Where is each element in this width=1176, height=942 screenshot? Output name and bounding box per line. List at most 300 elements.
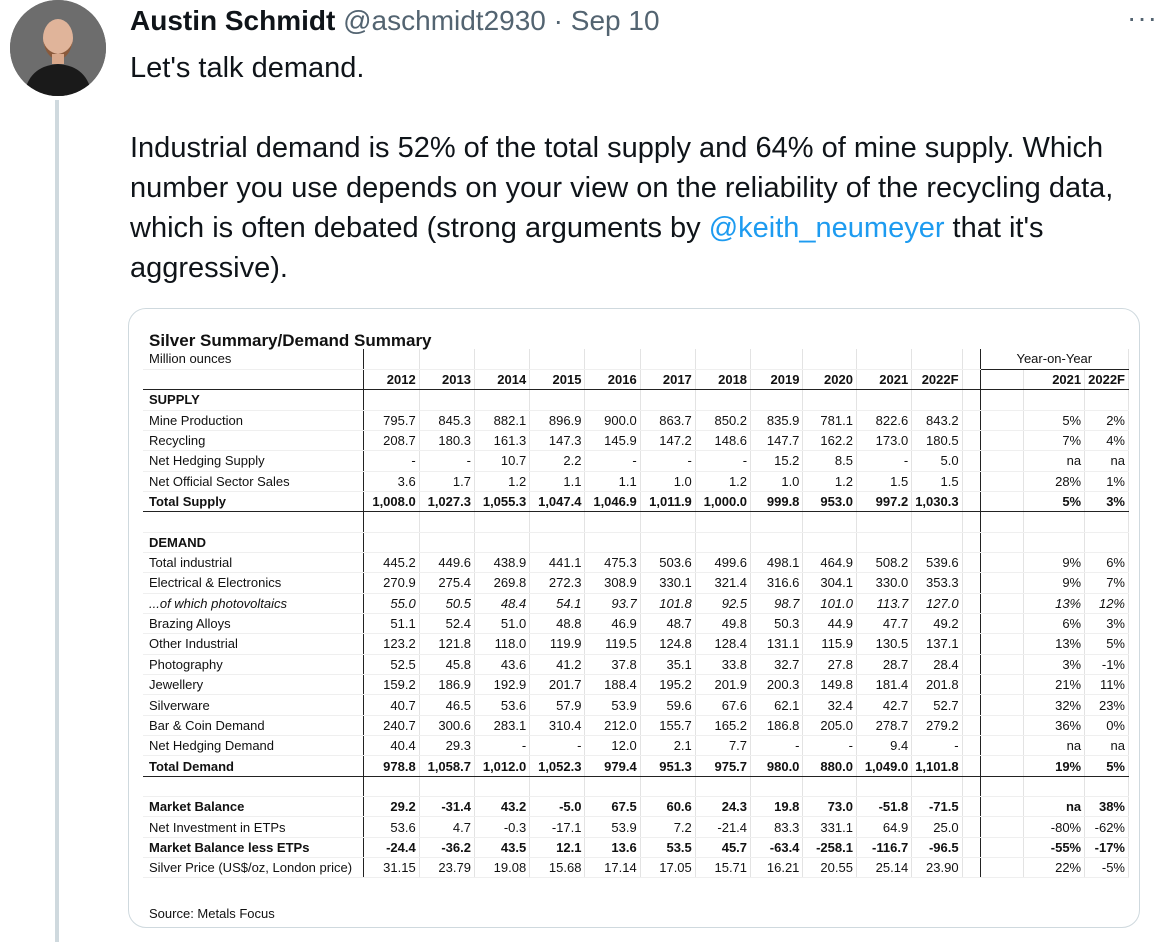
value-cell: 900.0 <box>585 410 640 430</box>
yoy-cell <box>1023 512 1084 532</box>
value-cell: 48.4 <box>474 593 529 613</box>
value-cell: 9.4 <box>856 736 911 756</box>
value-cell: 975.7 <box>695 756 750 776</box>
yoy-cell: 1% <box>1085 471 1129 491</box>
yoy-cell: -5% <box>1085 858 1129 878</box>
value-cell: -71.5 <box>912 797 962 817</box>
value-cell <box>474 512 529 532</box>
value-cell: 62.1 <box>751 695 803 715</box>
value-cell: 173.0 <box>856 430 911 450</box>
value-cell: 54.1 <box>530 593 585 613</box>
value-cell: 29.2 <box>364 797 419 817</box>
spacer-cell <box>980 797 1023 817</box>
value-cell: 113.7 <box>856 593 911 613</box>
separator-dot: · <box>553 5 563 36</box>
row-label: Electrical & Electronics <box>143 573 364 593</box>
spacer-cell <box>980 634 1023 654</box>
value-cell <box>912 512 962 532</box>
yoy-cell <box>1085 532 1129 552</box>
yoy-cell: na <box>1085 451 1129 471</box>
thread-line <box>55 100 59 942</box>
value-cell: -31.4 <box>419 797 474 817</box>
value-cell: 188.4 <box>585 675 640 695</box>
mention-link[interactable]: @keith_neumeyer <box>708 212 945 244</box>
table-row <box>143 410 1129 430</box>
value-cell <box>912 390 962 410</box>
value-cell: 27.8 <box>803 654 857 674</box>
value-cell: 48.8 <box>530 613 585 633</box>
value-cell: 145.9 <box>585 430 640 450</box>
value-cell: 180.3 <box>419 430 474 450</box>
value-cell: 449.6 <box>419 552 474 572</box>
spacer-cell <box>980 410 1023 430</box>
value-cell <box>856 532 911 552</box>
value-cell: 25.14 <box>856 858 911 878</box>
value-cell: 93.7 <box>585 593 640 613</box>
value-cell: 35.1 <box>640 654 695 674</box>
value-cell: 44.9 <box>803 613 857 633</box>
spacer-cell <box>980 390 1023 410</box>
value-cell: 155.7 <box>640 715 695 735</box>
value-cell: 159.2 <box>364 675 419 695</box>
yoy-cell: -1% <box>1085 654 1129 674</box>
value-cell <box>364 532 419 552</box>
value-cell: 1.1 <box>530 471 585 491</box>
value-cell: 49.8 <box>695 613 750 633</box>
tweet-header <box>130 4 660 38</box>
spacer-cell <box>962 552 980 572</box>
value-cell: 1.1 <box>585 471 640 491</box>
value-cell: - <box>912 736 962 756</box>
value-cell: 835.9 <box>751 410 803 430</box>
year-header: 2015 <box>530 369 585 389</box>
yoy-cell <box>1023 390 1084 410</box>
value-cell: 781.1 <box>803 410 857 430</box>
yoy-cell: 7% <box>1023 430 1084 450</box>
value-cell: 118.0 <box>474 634 529 654</box>
tweet-paragraph-2 <box>130 128 1150 288</box>
yoy-cell: 5% <box>1085 756 1129 776</box>
value-cell: 147.7 <box>751 430 803 450</box>
row-label: Other Industrial <box>143 634 364 654</box>
value-cell: 124.8 <box>640 634 695 654</box>
value-cell: 37.8 <box>585 654 640 674</box>
value-cell: -96.5 <box>912 837 962 857</box>
tweet-date[interactable]: Sep 10 <box>570 5 660 36</box>
value-cell: 1.2 <box>803 471 857 491</box>
blank-cell <box>419 349 474 369</box>
value-cell <box>803 776 857 796</box>
table-row-subtitle <box>143 349 1129 369</box>
value-cell: 101.0 <box>803 593 857 613</box>
yoy-cell: -62% <box>1085 817 1129 837</box>
row-label: Recycling <box>143 430 364 450</box>
spacer-cell <box>962 695 980 715</box>
value-cell: 212.0 <box>585 715 640 735</box>
value-cell: 137.1 <box>912 634 962 654</box>
blank-row <box>143 512 1129 532</box>
value-cell: 43.5 <box>474 837 529 857</box>
yoy-cell: 13% <box>1023 593 1084 613</box>
value-cell: 130.5 <box>856 634 911 654</box>
spacer-cell <box>980 451 1023 471</box>
value-cell: 17.14 <box>585 858 640 878</box>
value-cell: - <box>856 451 911 471</box>
value-cell: 192.9 <box>474 675 529 695</box>
value-cell: 98.7 <box>751 593 803 613</box>
value-cell: 310.4 <box>530 715 585 735</box>
author-avatar[interactable] <box>10 0 106 96</box>
value-cell: 200.3 <box>751 675 803 695</box>
value-cell: 1,058.7 <box>419 756 474 776</box>
value-cell: 119.9 <box>530 634 585 654</box>
value-cell: 850.2 <box>695 410 750 430</box>
value-cell: 795.7 <box>364 410 419 430</box>
value-cell: 195.2 <box>640 675 695 695</box>
value-cell: 19.08 <box>474 858 529 878</box>
value-cell: 508.2 <box>856 552 911 572</box>
blank-cell <box>695 349 750 369</box>
value-cell: -5.0 <box>530 797 585 817</box>
value-cell: 92.5 <box>695 593 750 613</box>
row-label: Brazing Alloys <box>143 613 364 633</box>
tweet-media-image[interactable] <box>128 308 1140 928</box>
source-note: Source: Metals Focus <box>149 906 275 921</box>
value-cell <box>751 512 803 532</box>
value-cell: 24.3 <box>695 797 750 817</box>
value-cell: 16.21 <box>751 858 803 878</box>
spacer-cell <box>980 573 1023 593</box>
value-cell: -21.4 <box>695 817 750 837</box>
spacer-cell <box>962 736 980 756</box>
value-cell: -116.7 <box>856 837 911 857</box>
value-cell: 149.8 <box>803 675 857 695</box>
value-cell: 1,011.9 <box>640 491 695 511</box>
blank-cell <box>585 349 640 369</box>
tweet-text-after-mention: that it's aggressive). <box>130 212 1044 284</box>
value-cell: 980.0 <box>751 756 803 776</box>
year-header: 2018 <box>695 369 750 389</box>
value-cell: 60.6 <box>640 797 695 817</box>
year-header: 2017 <box>640 369 695 389</box>
table-row <box>143 715 1129 735</box>
value-cell <box>803 390 857 410</box>
tweet-text <box>130 48 1150 288</box>
yoy-cell: 4% <box>1085 430 1129 450</box>
yoy-cell: 28% <box>1023 471 1084 491</box>
value-cell: 843.2 <box>912 410 962 430</box>
spacer-cell <box>980 369 1023 389</box>
row-label <box>143 776 364 796</box>
row-label: Market Balance less ETPs <box>143 837 364 857</box>
value-cell <box>695 776 750 796</box>
row-label: Net Hedging Demand <box>143 736 364 756</box>
value-cell: -51.8 <box>856 797 911 817</box>
spacer-cell <box>962 349 980 369</box>
value-cell <box>419 776 474 796</box>
value-cell: 73.0 <box>803 797 857 817</box>
value-cell: 300.6 <box>419 715 474 735</box>
row-label: Photography <box>143 654 364 674</box>
value-cell: 67.6 <box>695 695 750 715</box>
value-cell <box>695 532 750 552</box>
spacer-cell <box>980 756 1023 776</box>
value-cell: 48.7 <box>640 613 695 633</box>
yoy-cell: 5% <box>1085 634 1129 654</box>
value-cell: 43.2 <box>474 797 529 817</box>
value-cell: 28.7 <box>856 654 911 674</box>
value-cell: 1.2 <box>474 471 529 491</box>
yoy-cell: 3% <box>1085 613 1129 633</box>
value-cell: 1.7 <box>419 471 474 491</box>
value-cell <box>530 390 585 410</box>
table-row <box>143 858 1129 878</box>
table-row <box>143 451 1129 471</box>
yoy-cell: 7% <box>1085 573 1129 593</box>
value-cell: 127.0 <box>912 593 962 613</box>
blank-row <box>143 776 1129 796</box>
value-cell <box>474 390 529 410</box>
avatar-photo <box>10 0 106 96</box>
value-cell: 321.4 <box>695 573 750 593</box>
spacer-cell <box>962 430 980 450</box>
value-cell: 32.7 <box>751 654 803 674</box>
spacer-cell <box>962 858 980 878</box>
yoy-cell: 5% <box>1023 491 1084 511</box>
value-cell: 29.3 <box>419 736 474 756</box>
row-label: Total Demand <box>143 756 364 776</box>
value-cell: - <box>751 736 803 756</box>
value-cell: 503.6 <box>640 552 695 572</box>
value-cell: 997.2 <box>856 491 911 511</box>
spacer-cell <box>962 613 980 633</box>
value-cell: 208.7 <box>364 430 419 450</box>
value-cell <box>751 532 803 552</box>
value-cell: 2.1 <box>640 736 695 756</box>
year-header: 2016 <box>585 369 640 389</box>
spacer-cell <box>980 613 1023 633</box>
yoy-cell: 32% <box>1023 695 1084 715</box>
sheet-subtitle: Million ounces <box>143 349 364 369</box>
spacer-cell <box>962 390 980 410</box>
row-label: Net Investment in ETPs <box>143 817 364 837</box>
more-options-icon[interactable]: ··· <box>1127 2 1158 33</box>
yoy-cell: 2% <box>1085 410 1129 430</box>
value-cell: 308.9 <box>585 573 640 593</box>
value-cell: 1.5 <box>912 471 962 491</box>
spacer-cell <box>962 410 980 430</box>
value-cell: 46.5 <box>419 695 474 715</box>
yoy-cell: 5% <box>1023 410 1084 430</box>
value-cell: -0.3 <box>474 817 529 837</box>
value-cell: 499.6 <box>695 552 750 572</box>
value-cell: 59.6 <box>640 695 695 715</box>
value-cell <box>364 512 419 532</box>
spacer-cell <box>962 471 980 491</box>
value-cell: 186.8 <box>751 715 803 735</box>
value-cell: 498.1 <box>751 552 803 572</box>
spacer-cell <box>962 512 980 532</box>
spacer-cell <box>980 512 1023 532</box>
value-cell <box>856 390 911 410</box>
value-cell: 50.3 <box>751 613 803 633</box>
value-cell: 331.1 <box>803 817 857 837</box>
spacer-cell <box>962 491 980 511</box>
row-label: Silver Price (US$/oz, London price) <box>143 858 364 878</box>
value-cell: 161.3 <box>474 430 529 450</box>
value-cell: 882.1 <box>474 410 529 430</box>
value-cell: 3.6 <box>364 471 419 491</box>
table-row <box>143 573 1129 593</box>
table-row <box>143 817 1129 837</box>
value-cell: 880.0 <box>803 756 857 776</box>
yoy-cell: 3% <box>1085 491 1129 511</box>
value-cell: 1,052.3 <box>530 756 585 776</box>
value-cell: 53.9 <box>585 817 640 837</box>
value-cell <box>751 776 803 796</box>
value-cell: 12.1 <box>530 837 585 857</box>
value-cell: 272.3 <box>530 573 585 593</box>
yoy-cell: -17% <box>1085 837 1129 857</box>
value-cell: -17.1 <box>530 817 585 837</box>
value-cell <box>585 776 640 796</box>
yoy-cell: 36% <box>1023 715 1084 735</box>
value-cell <box>695 390 750 410</box>
yoy-cell: 11% <box>1085 675 1129 695</box>
value-cell: 52.4 <box>419 613 474 633</box>
value-cell: 40.4 <box>364 736 419 756</box>
yoy-cell: 13% <box>1023 634 1084 654</box>
yoy-cell: 3% <box>1023 654 1084 674</box>
spacer-cell <box>980 593 1023 613</box>
value-cell: 1,047.4 <box>530 491 585 511</box>
value-cell <box>530 532 585 552</box>
value-cell: 47.7 <box>856 613 911 633</box>
year-header: 2019 <box>751 369 803 389</box>
value-cell: 953.0 <box>803 491 857 511</box>
yoy-cell: na <box>1023 797 1084 817</box>
value-cell <box>912 776 962 796</box>
value-cell: 1,027.3 <box>419 491 474 511</box>
table-row <box>143 837 1129 857</box>
row-label: Net Official Sector Sales <box>143 471 364 491</box>
value-cell: 51.0 <box>474 613 529 633</box>
value-cell: 19.8 <box>751 797 803 817</box>
value-cell: 999.8 <box>751 491 803 511</box>
year-header: 2020 <box>803 369 857 389</box>
value-cell <box>695 512 750 532</box>
spacer-cell <box>962 451 980 471</box>
spacer-cell <box>962 715 980 735</box>
value-cell: 42.7 <box>856 695 911 715</box>
value-cell: 45.8 <box>419 654 474 674</box>
spacer-cell <box>980 858 1023 878</box>
blank-cell <box>803 349 857 369</box>
value-cell <box>474 532 529 552</box>
row-label: Bar & Coin Demand <box>143 715 364 735</box>
value-cell <box>640 390 695 410</box>
value-cell: 64.9 <box>856 817 911 837</box>
table-row <box>143 593 1129 613</box>
value-cell: 15.68 <box>530 858 585 878</box>
spacer-cell <box>980 817 1023 837</box>
value-cell <box>585 512 640 532</box>
yoy-cell: 38% <box>1085 797 1129 817</box>
blank-cell <box>751 349 803 369</box>
value-cell: 1,008.0 <box>364 491 419 511</box>
value-cell: 165.2 <box>695 715 750 735</box>
value-cell: 28.4 <box>912 654 962 674</box>
value-cell: 43.6 <box>474 654 529 674</box>
yoy-cell: na <box>1023 451 1084 471</box>
silver-summary-table <box>143 349 1129 878</box>
value-cell: 12.0 <box>585 736 640 756</box>
table-row <box>143 552 1129 572</box>
value-cell: 49.2 <box>912 613 962 633</box>
author-handle[interactable]: @aschmidt2930 <box>343 5 546 36</box>
value-cell: 121.8 <box>419 634 474 654</box>
value-cell: 1,049.0 <box>856 756 911 776</box>
value-cell: 2.2 <box>530 451 585 471</box>
value-cell: -63.4 <box>751 837 803 857</box>
tweet-text-before-mention: Industrial demand is 52% of the total supply and 64% of mine supply. Which number you use depends on your view on the reliability of the recycling data, which is often debated (strong arguments by <box>130 132 1114 244</box>
yoy-cell <box>1023 776 1084 796</box>
table-row <box>143 736 1129 756</box>
value-cell <box>364 390 419 410</box>
value-cell: 53.9 <box>585 695 640 715</box>
year-header: 2014 <box>474 369 529 389</box>
total-demand-row <box>143 756 1129 776</box>
row-label: Total industrial <box>143 552 364 572</box>
value-cell: 53.6 <box>474 695 529 715</box>
value-cell <box>912 532 962 552</box>
blank-cell <box>912 349 962 369</box>
value-cell <box>751 390 803 410</box>
value-cell: 201.8 <box>912 675 962 695</box>
value-cell: 52.5 <box>364 654 419 674</box>
section-header-supply <box>143 390 1129 410</box>
yoy-year-header: 2022F <box>1085 369 1129 389</box>
value-cell: 278.7 <box>856 715 911 735</box>
value-cell: 5.0 <box>912 451 962 471</box>
value-cell: 205.0 <box>803 715 857 735</box>
value-cell: - <box>803 736 857 756</box>
row-label: Jewellery <box>143 675 364 695</box>
yoy-cell: na <box>1023 736 1084 756</box>
value-cell: 1,012.0 <box>474 756 529 776</box>
value-cell: 67.5 <box>585 797 640 817</box>
year-header: 2013 <box>419 369 474 389</box>
value-cell <box>585 390 640 410</box>
value-cell: 1,030.3 <box>912 491 962 511</box>
table-header-years <box>143 369 1129 389</box>
spacer-cell <box>962 634 980 654</box>
author-name[interactable]: Austin Schmidt <box>130 5 336 36</box>
value-cell: 115.9 <box>803 634 857 654</box>
value-cell <box>530 512 585 532</box>
table-row <box>143 613 1129 633</box>
yoy-cell <box>1085 776 1129 796</box>
value-cell: 330.0 <box>856 573 911 593</box>
value-cell: 52.7 <box>912 695 962 715</box>
year-header: 2021 <box>856 369 911 389</box>
value-cell: 240.7 <box>364 715 419 735</box>
value-cell: 441.1 <box>530 552 585 572</box>
row-label: Market Balance <box>143 797 364 817</box>
value-cell: 896.9 <box>530 410 585 430</box>
value-cell: 31.15 <box>364 858 419 878</box>
value-cell: 304.1 <box>803 573 857 593</box>
